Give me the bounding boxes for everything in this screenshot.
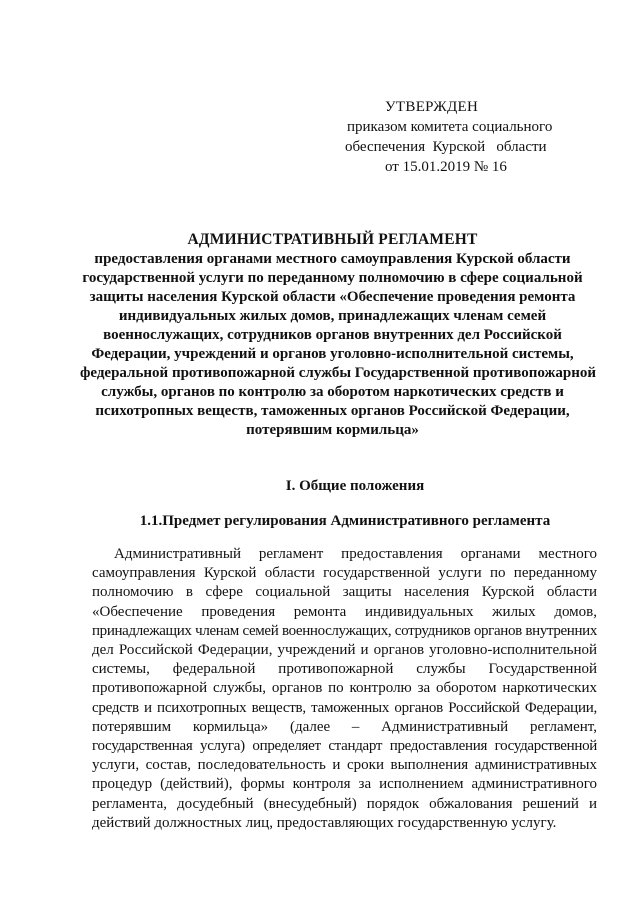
paragraph-line: полномочию в сфере социальной защиты населения Курской области	[92, 584, 597, 601]
paragraph-line: Административный регламент предоставления органами местного	[114, 546, 597, 562]
title-line: федеральной противопожарной службы Государственной противопожарной	[80, 365, 596, 381]
approval-line: УТВЕРЖДЕН	[385, 99, 479, 115]
approval-line: от 15.01.2019 № 16	[385, 159, 507, 175]
title-line: государственной услуги по переданному полномочию в сфере социальной	[82, 270, 583, 286]
section-title: I. Общие положения	[285, 478, 425, 494]
approval-stamp	[345, 97, 585, 177]
title-line: индивидуальных жилых домов, принадлежащих членам семей	[118, 308, 547, 324]
paragraph-line: регламента, досудебный (внесудебный) порядок обжалования решений и	[92, 795, 597, 812]
paragraph-line: услуги, состав, последовательность и сроки выполнения административных	[92, 757, 597, 774]
paragraph-line: самоуправления Курской области государственной услуги по переданному	[92, 565, 597, 582]
title-line: психотропных веществ, таможенных органов Российской Федерации,	[95, 403, 570, 419]
approval-line: обеспечения Курской области	[345, 139, 547, 155]
title-line: военнослужащих, сотрудников органов внутренних дел Российской	[103, 327, 562, 343]
paragraph-line: «Обеспечение проведения ремонта индивидуальных жилых домов,	[92, 603, 597, 620]
paragraph-line: потерявшим кормильца» (далее – Административный регламент,	[92, 718, 597, 735]
title-line: Федерации, учреждений и органов уголовно-исполнительной системы,	[91, 346, 574, 362]
title-line: службы, органов по контролю за оборотом наркотических средств и	[101, 384, 564, 400]
body-paragraph	[92, 545, 597, 833]
title-line: потерявшим кормильца»	[246, 422, 419, 438]
paragraph-line: государственная услуга) определяет стандарт предоставления государственной	[92, 738, 597, 755]
subsection-title: 1.1.Предмет регулирования Административного регламента	[139, 513, 551, 529]
paragraph-line: действий должностных лиц, предоставляющих государственную услугу.	[92, 814, 557, 831]
title-line: предоставления органами местного самоуправления Курской области	[94, 251, 571, 267]
paragraph-line: дел Российской Федерации, учреждений и органов уголовно-исполнительной	[92, 642, 597, 659]
paragraph-line: принадлежащих членам семей военнослужащих, сотрудников органов внутренних	[92, 622, 597, 639]
paragraph-line: системы, федеральной противопожарной службы Государственной	[92, 661, 597, 678]
paragraph-line: процедур (действий), формы контроля за исполнением административного	[92, 776, 597, 793]
paragraph-line: противопожарной службы, органов по контролю за оборотом наркотических	[92, 680, 597, 697]
document-title	[80, 230, 596, 440]
document-heading: АДМИНИСТРАТИВНЫЙ РЕГЛАМЕНТ	[187, 231, 478, 248]
approval-line: приказом комитета социального	[347, 119, 553, 135]
paragraph-line: средств и психотропных веществ, таможенных органов Российской Федерации,	[92, 699, 597, 716]
title-line: защиты населения Курской области «Обеспечение проведения ремонта	[89, 289, 576, 305]
